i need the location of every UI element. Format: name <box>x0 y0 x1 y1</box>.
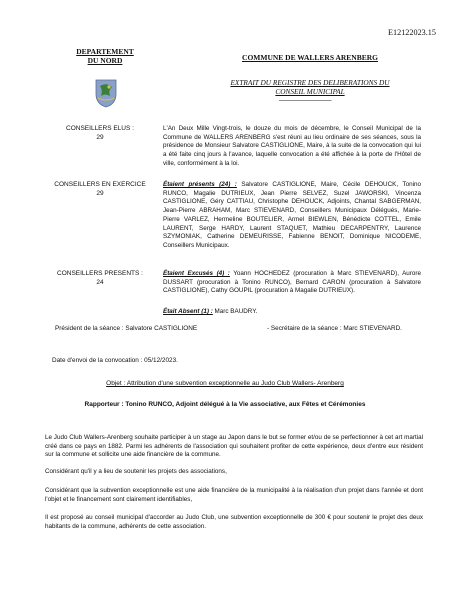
extract-underline-dots: ----------------------------------- <box>278 98 332 104</box>
deliberation-subject <box>0 380 450 387</box>
commune-heading: COMMUNE DE WALLERS ARENBERG <box>242 53 378 62</box>
extract-title-line-1: EXTRAIT DU REGISTRE DES DELIBERATIONS DU <box>230 78 390 87</box>
elected-councillors-title: CONSEILLERS ELUS : <box>66 125 134 132</box>
absent-members-heading: Était Absent (1) : <box>163 308 213 315</box>
body-paragraph-4: Il est proposé au conseil municipal d'accorder au Judo Club, une subvention exceptionnelle de 300 € pour soutenir le projet des deux habitants de la commune, adhérents de cette association. <box>45 514 423 530</box>
present-members-heading: Étaient présents (24) : <box>163 181 237 188</box>
department-heading <box>70 47 140 65</box>
present-councillors-count: 24 <box>96 278 104 286</box>
elected-councillors-count: 29 <box>96 133 104 141</box>
deliberation-subject-text: Objet : Attribution d'une subvention exceptionnelle au Judo Club Wallers- Arenberg <box>106 380 344 387</box>
convocation-date: Date d'envoi de la convocation : 05/12/2023. <box>52 357 178 364</box>
body-paragraph-3: Considérant que la subvention exceptionnelle est une aide financière de la municipalité à la réalisation d'un projet dans l'année et dont l'objet et le financement sont clairement identifiables, <box>45 487 423 503</box>
present-councillors-label <box>40 270 160 287</box>
document-reference: E12122023.15 <box>388 28 436 37</box>
excused-members-list: Yoann HOCHEDEZ (procuration à Marc STIEVENARD), Aurore DUSSART (procuration à Tonino RUNCO), Bernard CARON (procuration à Salvatore CASTIGLIONE), Cathy GOUPIL (procuration à Magalie DUTRIEUX). <box>163 270 422 295</box>
excused-members-paragraph <box>163 270 421 296</box>
elected-councillors-label <box>40 125 160 142</box>
active-councillors-title: CONSEILLERS EN EXERCICE <box>54 181 146 188</box>
absent-members-list: Marc BAUDRY. <box>212 308 258 315</box>
session-president: Président de la séance : Salvatore CASTIGLIONE <box>55 325 198 332</box>
body-paragraph-2: Considérant qu'il y a lieu de soutenir les projets des associations, <box>45 468 227 475</box>
extract-title-line-2: CONSEIL MUNICIPAL <box>275 87 345 96</box>
session-secretary: - Secrétaire de la séance : Marc STIEVENARD. <box>267 325 402 332</box>
absent-members-paragraph <box>163 308 421 317</box>
session-introduction: L'An Deux Mille Vingt-trois, le douze du mois de décembre, le Conseil Municipal de la Commune de WALLERS ARENBERG s'est réuni au lieu ordinaire de ses séances, sous la présidence de Monsieur Salvatore CASTIGLIONE, Maire, à la suite de la convocation qui lui a été faite cinq jours à l'avance, laquelle convocation a été affichée à la porte de l'Hôtel de ville, conformément à la loi. <box>163 125 421 167</box>
active-councillors-count: 29 <box>96 189 104 197</box>
department-line-1: DEPARTEMENT <box>76 47 134 56</box>
present-members-list: Salvatore CASTIGLIONE, Maire, Cécile DEHOUCK, Tonino RUNCO, Magalie DUTRIEUX, Jean Pierre SELVEZ, Suzel JAWORSKI, Vincenza CASTIGLIONE, Géry CATTIAU, Christophe DEHOUCK, Adjoints, Chantal SABGERMAN, Jean-Pierre ABRAHAM, Marc STIEVENARD, Conseillers Municipaux Délégués, Marie-Pierre VARLEZ, Hermeline BOUTELIER, Armel BIEWLEN, Bénédicte COTTEL, Emile LAURENT, Serge HARDY, Laurent STAQUET, Mathieu DECARPENTRY, Laurence SZYMONIAK, Catherine DEMEURISSE, Fabienne BENOIT, Dominique NICODEME, Conseillers Municipaux. <box>163 181 421 249</box>
rapporteur-line: Rapporteur : Tonino RUNCO, Adjoint délégué à la Vie associative, aux Fêtes et Cérémonies <box>84 401 366 408</box>
present-members-paragraph <box>163 181 421 251</box>
excused-members-heading: Étaient Excusés (4) : <box>163 270 230 277</box>
body-paragraph-1: Le Judo Club Wallers-Arenberg souhaite participer à un stage au Japon dans le but se former et/ou de se perfectionner à cet art martial créé dans ce pays en 1882. Parmi les adhérents de l'association qui souhaitent profiter de cette expérience, deux d'entre eux résident sur la commune et sollicite une aide financière de la commune. <box>45 434 423 459</box>
department-line-2: DU NORD <box>87 56 123 65</box>
extract-title <box>190 78 430 96</box>
active-councillors-label <box>40 181 160 198</box>
present-councillors-title: CONSEILLERS PRESENTS : <box>57 270 143 277</box>
coat-of-arms-icon <box>94 78 118 108</box>
